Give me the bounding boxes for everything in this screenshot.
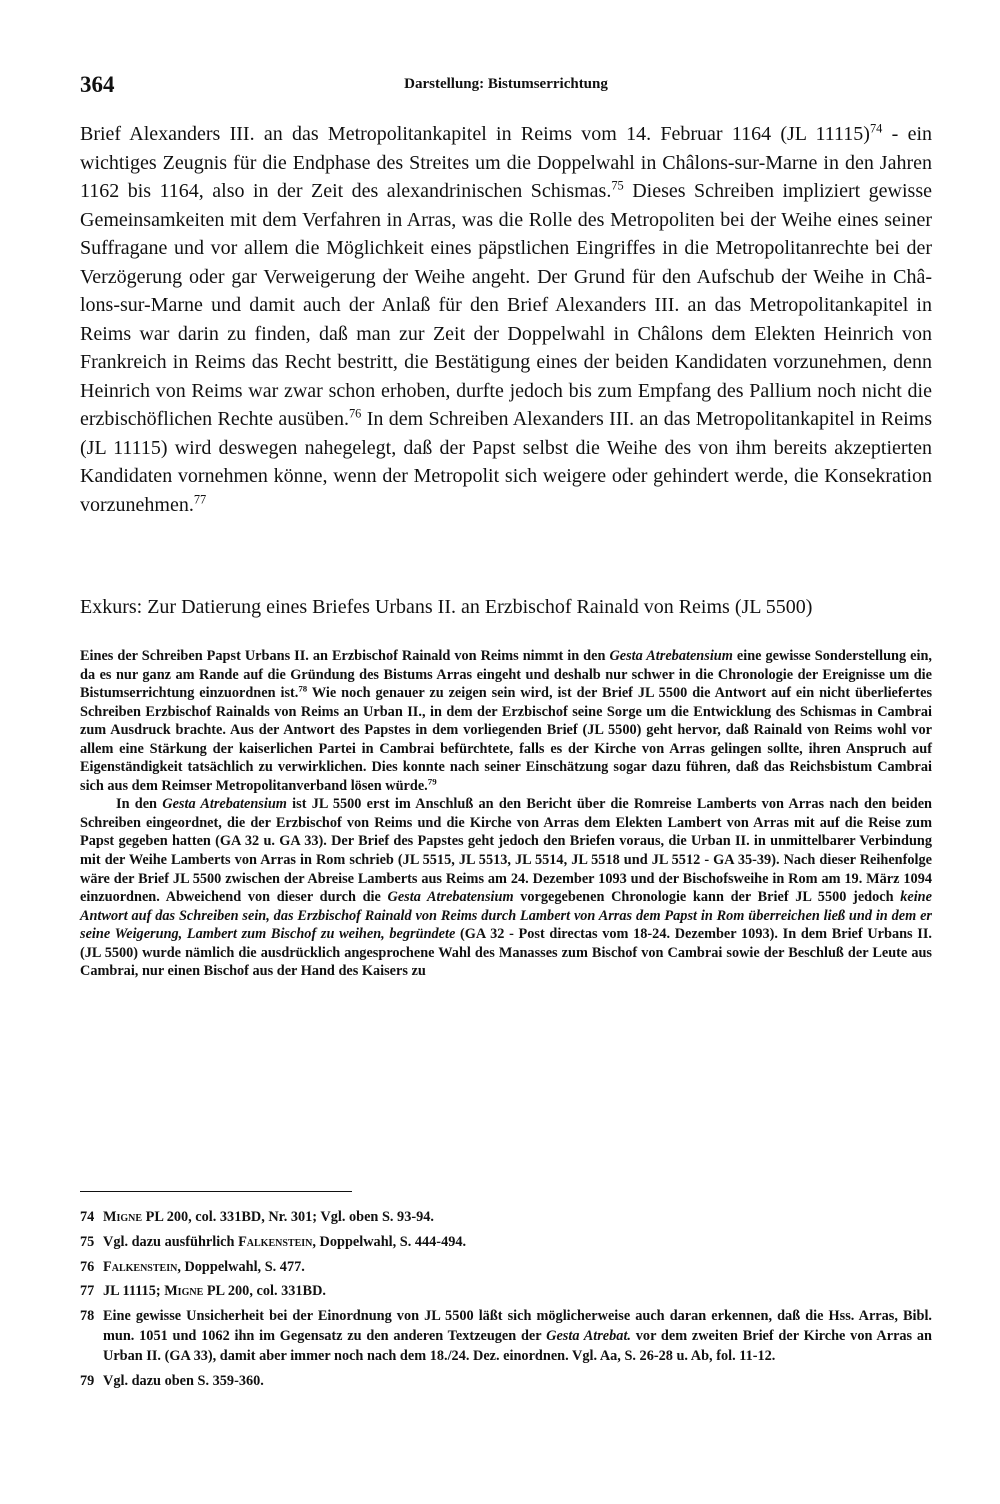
footnote-79 bbox=[80, 1372, 932, 1392]
footnote-76 bbox=[80, 1258, 932, 1278]
author-name: Falkenstein bbox=[238, 1233, 313, 1250]
footnote-text bbox=[103, 1233, 932, 1253]
author-name: Migne bbox=[103, 1209, 143, 1225]
text-run: PL 200, col. 331BD. bbox=[203, 1283, 326, 1300]
text-run: In dem Schreiben Alexanders III. an das Metropolitankapitel in Reims (JL 11115) wird deswegen nahegelegt, daß der Papst selbst die Weihe des von ihm bereits akzeptierten Kandidaten vornehmen könne, wenn der Metropolit sich weigere oder gehindert werde, die Konsekration vorzunehmen. bbox=[80, 408, 932, 516]
italic-title: Gesta Atrebat. bbox=[546, 1327, 631, 1344]
excursus-body bbox=[80, 647, 932, 981]
italic-emphasis: keine Antwort auf das Schreiben sein, das Erzbischof Rainald von Reims durch Lambert von Arras dem Papst in Rom überreichen ließ und in dem er seine Weigerung, Lambert zum Bischof zu weihen, begründete bbox=[80, 889, 932, 943]
running-head bbox=[80, 72, 932, 104]
footnote-rule bbox=[80, 1191, 352, 1192]
footnote-78 bbox=[80, 1307, 932, 1366]
text-run: Eines der Schreiben Papst Urbans II. an Erzbischof Rainald von Reims nimmt in den bbox=[80, 648, 610, 664]
text-run: Eine gewisse Unsicherheit bei der Einordnung von JL 5500 läßt sich möglicherweise auch daran erkennen, daß die Hss. Arras, Bibl. mun. 1051 und 1062 ihn im Gegensatz zu den anderen Textzeugen der bbox=[103, 1308, 932, 1344]
main-paragraph bbox=[80, 120, 932, 519]
footnote-number: 77 bbox=[80, 1283, 95, 1300]
excursus-paragraph-2 bbox=[80, 795, 932, 980]
footnote-text bbox=[103, 1307, 932, 1366]
text-run: (GA 32 - Post directas vom 18-24. Dezember 1093). In dem Brief Urbans II. (JL 5500) wurde nämlich die ausdrücklich angesprochene Wahl des Manasses zum Bischof von Cambrai sowie der Beschluß der Leute aus Cambrai, nur einen Bischof aus der Hand des Kaisers zu bbox=[80, 926, 932, 980]
page-number: 364 bbox=[80, 72, 115, 97]
text-run: Brief Alexanders III. an das Metropolitankapitel in Reims vom 14. Februar 1164 (JL 11115) bbox=[80, 123, 870, 145]
text-run: , Doppelwahl, S. 477. bbox=[177, 1258, 305, 1275]
text-run: vor dem zweiten Brief der Kirche von Arras an Urban II. (GA 33), damit aber immer noch nach dem 18./24. Dez. einordnen. Vgl. Aa, S. 26-28 u. Ab, fol. 11-12. bbox=[103, 1327, 932, 1364]
footnote-ref-74: 74 bbox=[869, 121, 883, 136]
footnote-text bbox=[103, 1208, 932, 1228]
text-run: Wie noch genauer zu zeigen sein wird, ist der Brief JL 5500 die Antwort auf ein nicht überliefertes Schreiben Erzbischof Rainalds von Reims an Urban II., in dem der Erzbischof seine Sorge um die Entwicklung des Schismas in Cambrai zum Ausdruck brachte. Aus der Antwort des Papstes in dem vorliegenden Brief (JL 5500) geht hervor, daß Rainald von Reims wohl vor allem eine Stärkung der kaiserlichen Partei in Cambrai befürchtete, falls es der Kirche von Arras gelingen sollte, ihren Anspruch auf Eigenständigkeit tatsächlich zu verwirklichen. Dies konnte nach seiner Einschätzung sogar dazu führen, daß das Reichsbistum Cambrai sich aus dem Reimser Metropolitanverband lösen würde. bbox=[80, 685, 933, 794]
text-run: vorgegebenen Chronologie kann der Brief JL 5500 jedoch bbox=[513, 889, 901, 906]
footnote-text bbox=[103, 1282, 932, 1302]
footnote-ref-77: 77 bbox=[193, 492, 207, 507]
text-run: Dieses Schreiben impliziert gewisse Gemeinsamkeiten mit dem Verfahren in Arras, was die Rolle des Metropoliten bei der Weihe eines seiner Suffragane und vor allem die Möglichkeit eines päpstlichen Eingriffes in die Metropolitanrechte bei der Verzögerung oder gar Verweigerung der Weihe angeht. Der Grund für den Aufschub der Weihe in Châlons-sur-Marne und damit auch der Anlaß für den Brief Alexanders III. an das Metropolitankapitel in Reims war darin zu finden, daß man zur Zeit der Doppelwahl in Châlons dem Elekten Heinrich von Frankreich in Reims das Recht bestritt, die Bestätigung eines der beiden Kandidaten vorzunehmen, denn Heinrich von Reims war zwar schon erhoben, durfte jedoch bis zum Empfang des Pallium noch nicht die erzbischöflichen Rechte ausüben. bbox=[80, 180, 932, 430]
text-run: In den bbox=[116, 796, 163, 813]
text-run: Vgl. dazu oben S. 359-360. bbox=[103, 1372, 264, 1389]
footnote-text bbox=[103, 1372, 932, 1392]
author-name: Falkenstein bbox=[103, 1258, 178, 1275]
text-run: JL 11115; bbox=[103, 1283, 165, 1300]
text-run: Vgl. dazu ausführlich bbox=[103, 1233, 239, 1250]
italic-title: Gesta Atrebatensium bbox=[162, 796, 287, 813]
text-run: eine gewisse Sonderstellung ein, da es nur ganz am Rande auf die Gründung des Bistums Arras eingeht und deshalb nur schwer in die Chronologie der Ereignisse um die Bistumserrichtung einzuordnen ist. bbox=[80, 648, 932, 702]
footnote-number: 78 bbox=[80, 1308, 95, 1325]
italic-title: Gesta Atrebatensium bbox=[387, 889, 514, 906]
text-run: , Doppelwahl, S. 444-494. bbox=[312, 1233, 467, 1250]
footnote-ref-78: 78 bbox=[298, 683, 308, 694]
italic-title: Gesta Atrebatensium bbox=[609, 648, 733, 664]
footnote-77 bbox=[80, 1282, 932, 1302]
text-run: - ein wichtiges Zeugnis für die Endphase des Streites um die Doppelwahl in Châlons-sur-Marne in den Jahren 1162 bis 1164, also in der Zeit des alexandrinischen Schismas. bbox=[80, 123, 933, 202]
footnote-ref-76: 76 bbox=[348, 406, 362, 421]
footnote-number: 79 bbox=[80, 1372, 95, 1389]
excursus-paragraph-1 bbox=[80, 647, 932, 795]
footnote-75 bbox=[80, 1233, 932, 1253]
text-run: PL 200, col. 331BD, Nr. 301; Vgl. oben S. 93-94. bbox=[142, 1209, 434, 1225]
footnote-ref-75: 75 bbox=[611, 178, 624, 193]
text-run: ist JL 5500 erst im Anschluß an den Bericht über die Romreise Lamberts von Arras nach den beiden Schreiben eingeordnet, die der Erzbischof von Reims und die Kirche von Arras dem Elekten Lambert von Arras mit auf die Reise zum Papst gegeben hatten (GA 32 u. GA 33). Der Brief des Papstes geht jedoch den Briefen voraus, die Urban II. in unmittelbarer Verbindung mit der Weihe Lamberts von Arras in Rom schrieb (JL 5515, JL 5513, JL 5514, JL 5518 und JL 5512 - GA 35-39). Nach dieser Reihenfolge wäre der Brief JL 5500 zwischen der Abreise Lamberts aus Reims am 24. Dezember 1093 und der Bischofsweihe in Rom am 19. März 1094 einzuordnen. Abweichend von dieser durch die bbox=[80, 796, 932, 906]
footnote-text bbox=[103, 1258, 932, 1278]
footnote-ref-79: 79 bbox=[427, 776, 437, 787]
footnotes bbox=[80, 1208, 932, 1396]
running-title: Darstellung: Bistumserrichtung bbox=[404, 76, 608, 92]
footnote-number: 75 bbox=[80, 1233, 95, 1250]
footnote-number: 74 bbox=[80, 1209, 95, 1225]
footnote-number: 76 bbox=[80, 1258, 95, 1275]
author-name: Migne bbox=[164, 1283, 204, 1300]
footnote-74 bbox=[80, 1208, 932, 1228]
excursus-heading: Exkurs: Zur Datierung eines Briefes Urbans II. an Erzbischof Rainald von Reims (JL 5500) bbox=[80, 596, 813, 618]
